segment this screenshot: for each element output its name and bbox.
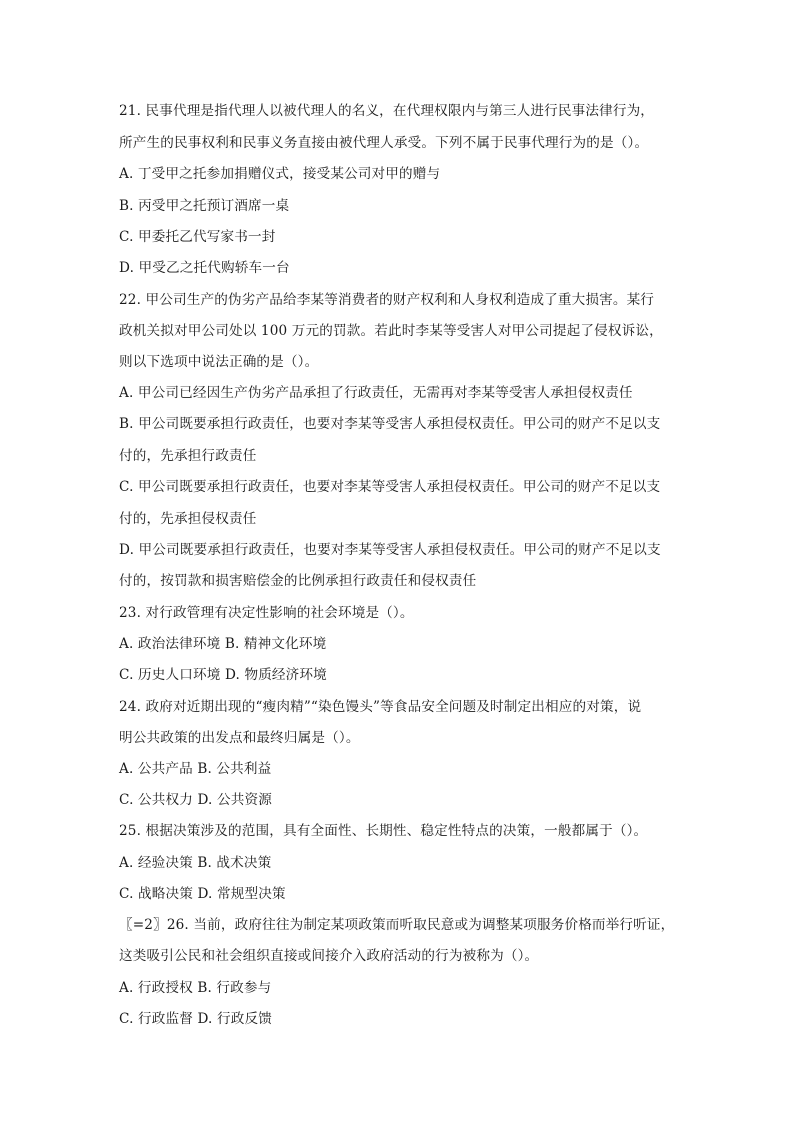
q22-stem-line-2: 政机关拟对甲公司处以 100 万元的罚款。若此时李某等受害人对甲公司提起了侵权诉讼， <box>119 323 663 339</box>
q22-option-a: A. 甲公司已经因生产伪劣产品承担了行政责任，无需再对李某等受害人承担侵权责任 <box>119 385 633 401</box>
q23-options-cd: C. 历史人口环境 D. 物质经济环境 <box>119 667 327 683</box>
q23-stem: 23. 对行政管理有决定性影响的社会环境是（）。 <box>119 605 414 621</box>
q21-stem-line-2: 所产生的民事权利和民事义务直接由被代理人承受。下列不属于民事代理行为的是（）。 <box>119 135 649 151</box>
q21-option-a: A. 丁受甲之托参加捐赠仪式，接受某公司对甲的赠与 <box>119 166 441 182</box>
q24-options-ab: A. 公共产品 B. 公共利益 <box>119 761 272 777</box>
q26-stem-line-1: 〖=2〗26. 当前，政府往往为制定某项政策而听取民意或为调整某项服务价格而举行听证， <box>119 917 675 933</box>
q21-stem-line-1: 21. 民事代理是指代理人以被代理人的名义，在代理权限内与第三人进行民事法律行为， <box>119 103 655 119</box>
q21-option-b: B. 丙受甲之托预订酒席一桌 <box>119 198 290 214</box>
q24-options-cd: C. 公共权力 D. 公共资源 <box>119 792 272 808</box>
q24-stem-line-1: 24. 政府对近期出现的“瘦肉精”“染色馒头”等食品安全问题及时制定出相应的对策，说 <box>119 699 642 715</box>
q25-stem: 25. 根据决策涉及的范围，具有全面性、长期性、稳定性特点的决策，一般都属于（）。 <box>119 823 648 839</box>
q22-stem-line-3: 则以下选项中说法正确的是（）。 <box>119 354 319 370</box>
q22-option-c-line-1: C. 甲公司既要承担行政责任，也要对李某等受害人承担侵权责任。甲公司的财产不足以支 <box>119 479 661 495</box>
q22-option-c-line-2: 付的，先承担侵权责任 <box>119 511 257 527</box>
q26-options-ab: A. 行政授权 B. 行政参与 <box>119 980 272 996</box>
q22-option-d-line-2: 付的，按罚款和损害赔偿金的比例承担行政责任和侵权责任 <box>119 573 477 589</box>
q22-stem-line-1: 22. 甲公司生产的伪劣产品给李某等消费者的财产权利和人身权利造成了重大损害。某行 <box>119 292 655 308</box>
q22-option-d-line-1: D. 甲公司既要承担行政责任，也要对李某等受害人承担侵权责任。甲公司的财产不足以支 <box>119 542 661 558</box>
q21-option-d: D. 甲受乙之托代购轿车一台 <box>119 260 290 276</box>
q26-options-cd: C. 行政监督 D. 行政反馈 <box>119 1011 272 1027</box>
q24-stem-line-2: 明公共政策的出发点和最终归属是（）。 <box>119 730 360 746</box>
q23-options-ab: A. 政治法律环境 B. 精神文化环境 <box>119 636 327 652</box>
q22-option-b-line-1: B. 甲公司既要承担行政责任，也要对李某等受害人承担侵权责任。甲公司的财产不足以支 <box>119 416 661 432</box>
q22-option-b-line-2: 付的，先承担行政责任 <box>119 448 257 464</box>
q21-option-c: C. 甲委托乙代写家书一封 <box>119 229 276 245</box>
q25-options-cd: C. 战略决策 D. 常规型决策 <box>119 886 286 902</box>
q26-stem-line-2: 这类吸引公民和社会组织直接或间接介入政府活动的行为被称为（）。 <box>119 948 539 964</box>
q25-options-ab: A. 经验决策 B. 战术决策 <box>119 855 272 871</box>
